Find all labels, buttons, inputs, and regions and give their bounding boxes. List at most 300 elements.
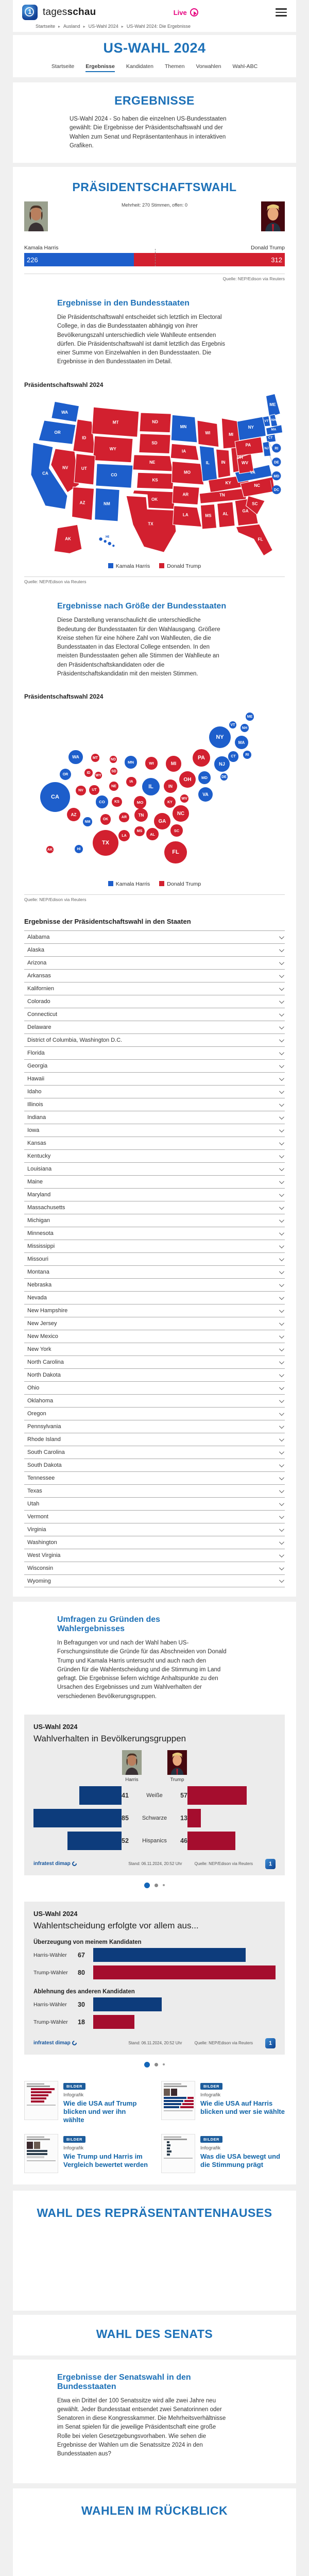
state-label-TN: TN [219, 492, 225, 497]
voter-label: Trump-Wähler [33, 2019, 68, 2025]
chevron-down-icon [279, 1320, 284, 1326]
state-accordion-row[interactable] [24, 1471, 285, 1484]
state-accordion-row[interactable] [24, 1033, 285, 1046]
chevron-down-icon [279, 1488, 284, 1493]
state-label-SC: SC [252, 501, 258, 506]
results-heading: ERGEBNISSE [114, 94, 195, 107]
dot-active[interactable] [144, 1883, 150, 1888]
state-label-LA: LA [182, 512, 188, 517]
senate-heading: WAHL DES SENATS [96, 2327, 213, 2341]
state-label-WY: WY [109, 446, 116, 451]
breadcrumb-item[interactable]: Startseite [36, 24, 56, 29]
bubble-WI[interactable]: WI [145, 757, 158, 770]
chevron-down-icon [279, 1578, 284, 1583]
bubble-KY[interactable]: KY [164, 796, 176, 808]
state-accordion-row[interactable] [24, 1549, 285, 1562]
bilder-badge: BILDER [63, 2136, 85, 2143]
teaser-item[interactable] [161, 2081, 285, 2125]
bubble-NC[interactable]: NC [173, 805, 189, 822]
chevron-down-icon [279, 934, 284, 939]
state-name: Alabama [27, 934, 50, 941]
harris-bar [33, 1809, 122, 1827]
state-name: Michigan [27, 1217, 50, 1224]
chevron-down-icon [279, 1243, 284, 1248]
state-accordion-row[interactable] [24, 1291, 285, 1304]
state-accordion-row[interactable] [24, 1059, 285, 1072]
state-name: Indiana [27, 1114, 46, 1121]
demographic-row [33, 1786, 276, 1805]
dot-active[interactable] [144, 2062, 150, 2067]
bubble-MO[interactable]: MO [134, 796, 147, 809]
bubble-MT[interactable]: MT [91, 754, 99, 762]
state-label-CO: CO [111, 472, 117, 478]
state-label-UT: UT [81, 466, 87, 471]
chevron-down-icon [279, 1024, 284, 1029]
legend-harris: Kamala Harris [108, 563, 150, 569]
tagesschau-logo-icon[interactable]: 1 [22, 5, 38, 20]
bubble-UT[interactable]: UT [89, 785, 99, 795]
chevron-down-icon [279, 1346, 284, 1351]
state-label-NV: NV [62, 465, 68, 470]
state-label-NE: NE [149, 460, 156, 465]
state-label-MT: MT [112, 419, 119, 425]
state-name: Hawaii [27, 1076, 45, 1082]
menu-icon[interactable] [276, 8, 287, 16]
majority-marker [155, 249, 156, 266]
state-label-ME: ME [269, 402, 276, 407]
state-name: Kentucky [27, 1153, 51, 1160]
value: 30 [78, 2001, 85, 2008]
house-section [13, 2191, 296, 2311]
bubble-WY[interactable]: WY [95, 772, 102, 779]
state-HI[interactable] [108, 541, 111, 545]
bubble-AR[interactable]: AR [119, 812, 129, 822]
state-name: Georgia [27, 1063, 48, 1070]
state-name: Arizona [27, 960, 47, 967]
state-name: Alaska [27, 947, 45, 954]
bubble-VT[interactable]: VT [229, 721, 236, 728]
state-label-IN: IN [221, 460, 226, 465]
state-label-VT: VT [264, 419, 269, 423]
state-accordion-row[interactable] [24, 1124, 285, 1137]
brand-wordmark[interactable]: tagesschau [43, 7, 96, 18]
ard-logo-icon [265, 1859, 276, 1869]
breadcrumb-item[interactable]: US-Wahl 2024 [88, 24, 118, 29]
state-accordion-row[interactable] [24, 1085, 285, 1098]
tab-ergebnisse[interactable]: Ergebnisse [85, 63, 115, 72]
state-accordion-row[interactable] [24, 1227, 285, 1240]
state-label-MO: MO [184, 469, 191, 474]
voter-label: Trump-Wähler [33, 1969, 68, 1976]
state-label-CT: CT [268, 436, 273, 440]
chevron-down-icon [279, 998, 284, 1004]
bubble-TN[interactable]: TN [134, 808, 148, 822]
state-accordion-row[interactable] [24, 1446, 285, 1459]
trump-value: 57 [180, 1791, 187, 1799]
bubble-MA[interactable]: MA [235, 736, 248, 749]
state-accordion-row[interactable] [24, 1162, 285, 1175]
bubble-OK[interactable]: OK [100, 814, 111, 825]
voter-label: Harris-Wähler [33, 1952, 67, 1958]
bubble-LA[interactable]: LA [118, 830, 130, 841]
bubble-MS[interactable]: MS [134, 826, 144, 836]
bubble-DE[interactable]: DE [220, 773, 228, 781]
chevron-down-icon [279, 1166, 284, 1171]
bubble-IA[interactable]: IA [126, 777, 136, 787]
breadcrumb-item[interactable]: Ausland [63, 24, 80, 29]
state-accordion-row[interactable] [24, 1304, 285, 1317]
state-accordion-row[interactable] [24, 1355, 285, 1368]
bubble-OR[interactable]: OR [60, 769, 71, 780]
harris-value: 41 [122, 1791, 129, 1799]
bilder-badge: BILDER [63, 2083, 85, 2090]
bubble-WV[interactable]: WV [180, 794, 188, 803]
teaser-headline[interactable]: Was die USA bewegt und die Stimmung prägt [200, 2152, 281, 2168]
state-accordion-row[interactable] [24, 1459, 285, 1471]
us-cartogram[interactable] [24, 705, 285, 878]
state-accordion-row[interactable] [24, 1497, 285, 1510]
state-name: Kalifornien [27, 986, 54, 992]
chevron-down-icon [279, 1411, 284, 1416]
state-accordion-row[interactable] [24, 1368, 285, 1381]
chevron-down-icon [279, 1011, 284, 1016]
state-name: North Dakota [27, 1372, 61, 1379]
trump-value: 46 [180, 1837, 187, 1844]
state-accordion-row[interactable] [24, 1536, 285, 1549]
group-label: Ablehnung des anderen Kandidaten [33, 1988, 135, 1995]
state-accordion-row[interactable] [24, 1562, 285, 1574]
bubble-AK[interactable]: AK [46, 846, 54, 853]
chart-title: Wahlentscheidung erfolgte vor allem aus... [33, 1920, 199, 1930]
state-name: Mississippi [27, 1243, 55, 1250]
state-label-MA: MA [271, 427, 277, 431]
bubble-NY[interactable]: NY [209, 726, 231, 748]
legend-trump: Donald Trump [159, 563, 201, 569]
state-accordion-row[interactable] [24, 1188, 285, 1201]
state-accordion-row[interactable] [24, 1317, 285, 1330]
source-note: Quelle: NEP/Edison via Reuters [24, 579, 87, 585]
state-name: Louisiana [27, 1166, 52, 1173]
state-accordion-row[interactable] [24, 1510, 285, 1523]
chart-kicker: US-Wahl 2024 [33, 1722, 78, 1731]
state-accordion-row[interactable] [24, 1381, 285, 1394]
state-name: Texas [27, 1488, 42, 1495]
us-results-map[interactable] [24, 392, 285, 558]
bubble-MI[interactable]: MI [166, 756, 182, 772]
bubble-MD[interactable]: MD [198, 771, 211, 784]
state-name: Florida [27, 1050, 45, 1057]
state-name: Wisconsin [27, 1565, 54, 1572]
state-name: Arkansas [27, 973, 51, 979]
state-name: Vermont [27, 1514, 48, 1520]
state-accordion-row[interactable] [24, 1046, 285, 1059]
reasons-chart-card [24, 1902, 285, 2055]
state-accordion-row[interactable] [24, 1111, 285, 1124]
source-note: Quelle: NEP/Edison via Reuters [222, 276, 285, 281]
senate-results-text: Etwa ein Drittel der 100 Senatssitze wird alle zwei Jahre neu gewählt. Jeder Bundesstaat entsendet zwei Senatorinnen oder Senatoren in diese Kongresskammer. Die Mehrheitsverhältnisse im Senat spielen für die jeweilige Präsidentschaft eine große Rolle bei vielen Gesetzgebungsvorhaben. Wie sehen die Ergebnisse der Wahlen um die Senatssitze 2024 in den Bundesstaaten aus? [57, 2397, 226, 2458]
value: 18 [78, 2018, 85, 2026]
teaser-thumbnail-mood [161, 2134, 195, 2173]
bubble-PA[interactable]: PA [193, 749, 210, 767]
state-accordion-row[interactable] [24, 1433, 285, 1446]
state-accordion-row[interactable] [24, 1240, 285, 1252]
state-accordion-row[interactable] [24, 1265, 285, 1278]
stand-note: Stand: 06.11.2024, 20:52 Uhr [128, 2041, 182, 2046]
chevron-down-icon [279, 1398, 284, 1403]
teaser-headline[interactable]: Wie die USA auf Harris blicken und wer sie wählte [200, 2099, 285, 2116]
state-accordion-row[interactable] [24, 1175, 285, 1188]
value: 80 [78, 1969, 85, 1976]
state-results-accordion [24, 930, 285, 1587]
chevron-down-icon [279, 1076, 284, 1081]
reason-row [33, 1997, 276, 2012]
state-accordion-row[interactable] [24, 1523, 285, 1536]
dot[interactable] [163, 1884, 165, 1886]
state-accordion-row[interactable] [24, 969, 285, 982]
majority-note: Mehrheit: 270 Stimmen, offen: 0 [122, 202, 187, 208]
carousel-dots[interactable] [24, 1883, 285, 1888]
statemap-text: Die Präsidentschaftswahl entscheidet sich letztlich im Electoral College, in das die Bundesstaaten abhängig von ihrer Bevölkerungszahl unterschiedlich viele Wahlleute entsenden dürfen. Die Präsidentschaftswahl ist damit letztlich das Ergebnis einer Summe von Einzelwahlen in den Bundesstaaten. Die Ergebnisse in den Bundesstaaten im Detail. [57, 314, 225, 365]
trump-bar [93, 1965, 276, 1979]
chevron-down-icon [279, 1552, 284, 1557]
state-accordion-row[interactable] [24, 982, 285, 995]
infographic-teasers [24, 2081, 285, 2173]
state-accordion-row[interactable] [24, 930, 285, 943]
bubble-ME[interactable]: ME [246, 713, 254, 721]
state-label-NM: NM [104, 501, 110, 506]
state-accordion-row[interactable] [24, 1149, 285, 1162]
state-accordion-row[interactable] [24, 1137, 285, 1149]
state-accordion-row[interactable] [24, 1330, 285, 1343]
chevron-down-icon [279, 1140, 284, 1145]
chevron-down-icon [279, 1527, 284, 1532]
bubble-chart-label: Präsidentschaftswahl 2024 [24, 693, 104, 701]
bubble-GA[interactable]: GA [154, 813, 170, 829]
state-HI[interactable] [112, 545, 114, 547]
bubble-AL[interactable]: AL [146, 828, 159, 840]
chevron-down-icon [279, 1114, 284, 1120]
bubble-TX[interactable]: TX [93, 830, 118, 856]
chevron-down-icon [279, 1501, 284, 1506]
stand-note: Stand: 06.11.2024, 20:52 Uhr [128, 1861, 182, 1867]
bubble-VA[interactable]: VA [198, 787, 213, 802]
bubble-NM[interactable]: NM [83, 817, 92, 826]
state-accordion-row[interactable] [24, 1278, 285, 1291]
infratest-dimap-logo: infratest dimap [33, 2040, 77, 2046]
state-name: Illinois [27, 1101, 43, 1108]
review-heading: WAHLEN IM RÜCKBLICK [81, 2503, 228, 2517]
harris-value: 52 [122, 1837, 129, 1844]
category-label: Weiße [146, 1792, 163, 1799]
tab-vorwahlen[interactable]: Vorwahlen [196, 63, 221, 70]
svg-text:MD: MD [273, 474, 280, 478]
state-accordion-row[interactable] [24, 943, 285, 956]
state-name: Ohio [27, 1385, 40, 1392]
state-label-FL: FL [258, 537, 263, 542]
bubble-OH[interactable]: OH [179, 771, 196, 788]
trump-name: Donald Trump [251, 245, 285, 251]
state-name: Tennessee [27, 1475, 55, 1482]
voter-label: Harris-Wähler [33, 2001, 67, 2008]
harris-bar [79, 1786, 122, 1805]
harris-photo [24, 201, 48, 231]
bubble-CO[interactable]: CO [96, 795, 109, 808]
umfragen-text: In Befragungen vor und nach der Wahl haben US-Forschungsinstitute die Gründe für das Abschneiden von Donald Trump und Kamala Harris untersucht und auch nach den Gründen für die Wahlentscheidung und die Stimmung im Land gefragt. Die Ergebnisse liefern wichtige Anhaltspunkte zu den Ursachen des Ergebnisses und zum Wahlverhalten der verschiedenen Bevölkerungsgruppen. [57, 1640, 227, 1700]
state-accordion-row[interactable] [24, 1021, 285, 1033]
chevron-down-icon [279, 1217, 284, 1223]
trump-electoral-segment: 312 [134, 253, 285, 266]
teaser-headline[interactable]: Wie die USA auf Trump blicken und wer ihn wählte [63, 2099, 137, 2124]
category-label: Schwarze [142, 1815, 167, 1821]
state-name: North Carolina [27, 1359, 64, 1366]
teaser-item[interactable] [24, 2134, 148, 2173]
breadcrumb-separator-icon: ▸ [83, 24, 85, 29]
bubble-FL[interactable]: FL [164, 841, 186, 863]
state-list-heading: Ergebnisse der Präsidentschaftswahl in den Staaten [24, 918, 191, 926]
bubble-WA[interactable]: WA [68, 750, 82, 764]
state-accordion-row[interactable] [24, 1420, 285, 1433]
state-name: Massachusetts [27, 1205, 65, 1211]
teaser-item[interactable] [24, 2081, 148, 2125]
bubble-CA[interactable]: CA [40, 782, 70, 812]
chevron-down-icon [279, 1475, 284, 1480]
bubble-HI[interactable]: HI [75, 845, 83, 853]
state-name: South Carolina [27, 1449, 65, 1456]
bubble-heading: Ergebnisse nach Größe der Bundesstaaten [57, 602, 227, 611]
state-accordion-row[interactable] [24, 956, 285, 969]
state-name: Pennsylvania [27, 1423, 61, 1430]
state-name: New Hampshire [27, 1308, 68, 1314]
bubble-NJ[interactable]: NJ [214, 756, 230, 772]
state-label-TX: TX [148, 521, 153, 526]
state-label-NJ: NJ [264, 446, 269, 450]
teaser-kicker: Infografik [63, 2092, 84, 2098]
dot[interactable] [154, 1884, 158, 1887]
trump-bar [93, 2015, 134, 2029]
bubble-NV[interactable]: NV [76, 786, 85, 795]
state-accordion-row[interactable] [24, 1214, 285, 1227]
teaser-thumbnail-red [24, 2081, 58, 2120]
carousel-dots[interactable] [24, 2062, 285, 2067]
state-accordion-row[interactable] [24, 1574, 285, 1587]
state-label-NY: NY [248, 425, 254, 430]
state-name: Oklahoma [27, 1398, 54, 1404]
results-intro-text: US-Wahl 2024 - So haben die einzelnen US-Bundesstaaten gewählt: Die Ergebnisse der Präsidentschaftswahl und der Wahlen zum Senat und Repräsentantenhaus in interaktiven Grafiken. [70, 116, 227, 149]
state-name: Virginia [27, 1527, 46, 1533]
reason-row [33, 1947, 276, 1963]
chevron-down-icon [279, 1101, 284, 1107]
trump-color-swatch [159, 563, 164, 568]
bubble-ID[interactable]: ID [84, 769, 93, 777]
bubble-CT[interactable]: CT [228, 751, 239, 762]
breadcrumb-item[interactable]: US-Wahl 2024: Die Ergebnisse [126, 24, 191, 29]
state-label-ND: ND [152, 419, 158, 424]
svg-text:DE: DE [273, 460, 279, 464]
tab-wahl-abc[interactable]: Wahl-ABC [232, 63, 258, 70]
state-name: Idaho [27, 1089, 42, 1095]
reason-row [33, 1965, 276, 1980]
state-label-KY: KY [225, 480, 231, 485]
teaser-kicker: Infografik [200, 2145, 221, 2151]
teaser-headline[interactable]: Wie Trump und Harris im Vergleich bewertet werden [63, 2152, 148, 2168]
chevron-down-icon [279, 1282, 284, 1287]
teaser-thumbnail-rating [24, 2134, 58, 2173]
svg-text:DC: DC [273, 488, 279, 492]
bubble-ND[interactable]: ND [110, 756, 117, 763]
legend-harris: Kamala Harris [108, 881, 150, 887]
chevron-down-icon [279, 1565, 284, 1570]
demographic-row [33, 1808, 276, 1828]
state-name: Nevada [27, 1295, 47, 1301]
bilder-badge: BILDER [200, 2136, 222, 2143]
state-accordion-row[interactable] [24, 995, 285, 1008]
chevron-down-icon [279, 986, 284, 991]
state-label-WV: WV [241, 460, 248, 465]
demographics-chart-card [24, 1715, 285, 1875]
tab-kandidaten[interactable]: Kandidaten [126, 63, 153, 70]
bubble-RI[interactable]: RI [243, 751, 251, 759]
state-label-ID: ID [82, 435, 87, 440]
state-label-OH: OH [236, 454, 243, 460]
state-accordion-row[interactable] [24, 1201, 285, 1214]
live-button[interactable]: Live [174, 8, 198, 16]
group-label: Überzeugung von meinem Kandidaten [33, 1939, 142, 1945]
electoral-bar[interactable] [24, 253, 285, 266]
state-accordion-row[interactable] [24, 1407, 285, 1420]
harris-value: 85 [122, 1814, 129, 1822]
dot[interactable] [154, 2063, 158, 2066]
bubble-SC[interactable]: SC [170, 824, 183, 837]
state-accordion-row[interactable] [24, 1343, 285, 1355]
house-heading: WAHL DES REPRÄSENTANTENHAUSES [37, 2206, 272, 2219]
teaser-item[interactable] [161, 2134, 285, 2173]
bubble-NE[interactable]: NE [109, 782, 118, 791]
bubble-NH[interactable]: NH [241, 724, 249, 732]
bubble-AZ[interactable]: AZ [67, 808, 80, 821]
state-accordion-row[interactable] [24, 1484, 285, 1497]
chevron-down-icon [279, 1385, 284, 1390]
trump-color-swatch [159, 881, 164, 886]
state-label-PA: PA [245, 443, 251, 448]
state-accordion-row[interactable] [24, 1008, 285, 1021]
bubble-MN[interactable]: MN [125, 756, 138, 769]
dot[interactable] [163, 2063, 165, 2065]
value: 67 [78, 1951, 85, 1959]
trump-photo [167, 1750, 187, 1775]
state-accordion-row[interactable] [24, 1072, 285, 1085]
state-FL[interactable] [236, 524, 272, 555]
state-name: Connecticut [27, 1011, 58, 1018]
tab-startseite[interactable]: Startseite [51, 63, 75, 70]
chevron-down-icon [279, 1063, 284, 1068]
bubble-SD[interactable]: SD [110, 768, 117, 775]
ard-logo-icon [265, 2038, 276, 2048]
chevron-down-icon [279, 1192, 284, 1197]
state-HI[interactable] [104, 539, 106, 542]
state-accordion-row[interactable] [24, 1394, 285, 1407]
chevron-down-icon [279, 1153, 284, 1158]
map-chart-label: Präsidentschaftswahl 2024 [24, 381, 104, 388]
trump-bar [187, 1809, 201, 1827]
bubble-IL[interactable]: IL [142, 778, 160, 795]
state-accordion-row[interactable] [24, 1098, 285, 1111]
state-label-AK: AK [65, 536, 71, 541]
state-HI[interactable] [99, 537, 102, 540]
bubble-KS[interactable]: KS [112, 797, 122, 807]
tab-themen[interactable]: Themen [164, 63, 185, 70]
bubble-IN[interactable]: IN [164, 779, 177, 793]
state-accordion-row[interactable] [24, 1252, 285, 1265]
